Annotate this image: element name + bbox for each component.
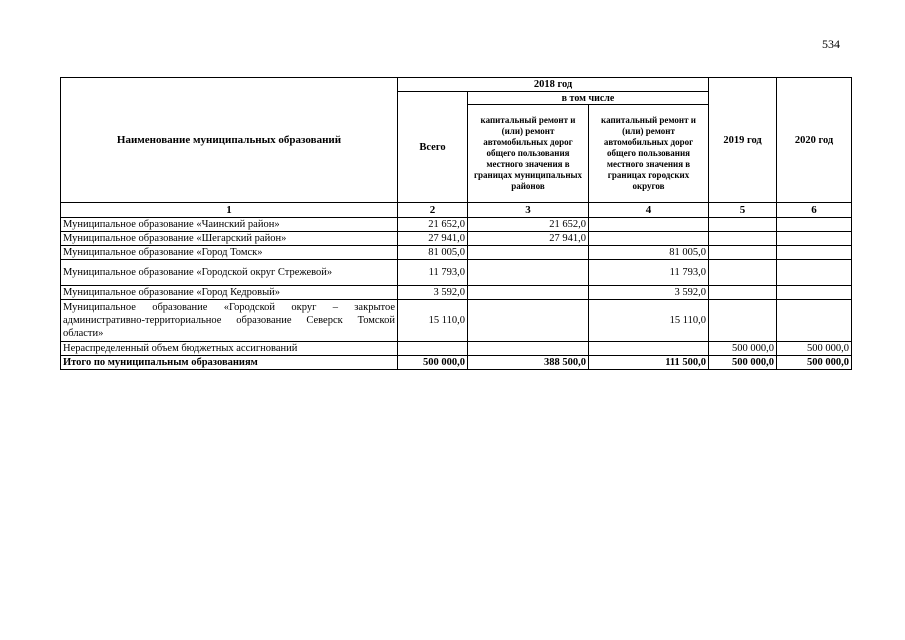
row-name: Муниципальное образование «Город Томск» [61, 246, 398, 260]
row-col5 [709, 218, 777, 232]
row-col4 [589, 218, 709, 232]
row-name: Муниципальное образование «Городской округ Стрежевой» [61, 260, 398, 286]
row-name: Нераспределенный объем бюджетных ассигнований [61, 342, 398, 356]
column-number: 5 [709, 203, 777, 218]
table-row [61, 342, 852, 356]
row-total: 81 005,0 [398, 246, 468, 260]
row-col3: 21 652,0 [468, 218, 589, 232]
row-col5 [709, 232, 777, 246]
table-total-row [61, 356, 852, 370]
total-name: Итого по муниципальным образованиям [61, 356, 398, 370]
row-total: 3 592,0 [398, 286, 468, 300]
table-row [61, 246, 852, 260]
row-col3 [468, 260, 589, 286]
row-col3 [468, 300, 589, 342]
total-col4: 111 500,0 [589, 356, 709, 370]
header-total: Всего [398, 92, 468, 203]
total-col5: 500 000,0 [709, 356, 777, 370]
row-col5 [709, 300, 777, 342]
row-col6: 500 000,0 [777, 342, 852, 356]
row-col4 [589, 342, 709, 356]
total-total: 500 000,0 [398, 356, 468, 370]
column-number: 4 [589, 203, 709, 218]
row-col6 [777, 218, 852, 232]
table-row [61, 286, 852, 300]
header-municipal-districts: капитальный ремонт и (или) ремонт автомобильных дорог общего пользования местного значения в границах муниципальных районов [468, 105, 589, 203]
table-row [61, 232, 852, 246]
row-col6 [777, 246, 852, 260]
table-row [61, 300, 852, 342]
row-name: Муниципальное образование «Городской округ – закрытое административно-территориальное образование Северск Томской области» [61, 300, 398, 342]
header-year-2019: 2019 год [709, 78, 777, 203]
row-col3: 27 941,0 [468, 232, 589, 246]
header-including: в том числе [468, 92, 709, 105]
header-year-2020: 2020 год [777, 78, 852, 203]
column-number: 3 [468, 203, 589, 218]
row-name: Муниципальное образование «Шегарский район» [61, 232, 398, 246]
page-number: 534 [822, 37, 840, 51]
municipal-funding-table [60, 77, 852, 370]
row-col5 [709, 246, 777, 260]
column-number: 1 [61, 203, 398, 218]
row-name: Муниципальное образование «Чаинский район» [61, 218, 398, 232]
row-col6 [777, 232, 852, 246]
row-col3 [468, 342, 589, 356]
row-total: 21 652,0 [398, 218, 468, 232]
row-col6 [777, 300, 852, 342]
row-col5 [709, 286, 777, 300]
header-year-2018: 2018 год [398, 78, 709, 92]
row-col4: 3 592,0 [589, 286, 709, 300]
row-col6 [777, 286, 852, 300]
row-total: 11 793,0 [398, 260, 468, 286]
row-col3 [468, 246, 589, 260]
column-number: 2 [398, 203, 468, 218]
row-col5: 500 000,0 [709, 342, 777, 356]
total-col6: 500 000,0 [777, 356, 852, 370]
row-total: 27 941,0 [398, 232, 468, 246]
table-row [61, 218, 852, 232]
row-col4 [589, 232, 709, 246]
header-city-districts: капитальный ремонт и (или) ремонт автомобильных дорог общего пользования местного значения в границах городских округов [589, 105, 709, 203]
row-total: 15 110,0 [398, 300, 468, 342]
row-col4: 15 110,0 [589, 300, 709, 342]
table-row [61, 260, 852, 286]
row-col4: 81 005,0 [589, 246, 709, 260]
row-col4: 11 793,0 [589, 260, 709, 286]
header-name: Наименование муниципальных образований [61, 78, 398, 203]
total-col3: 388 500,0 [468, 356, 589, 370]
row-col5 [709, 260, 777, 286]
row-col3 [468, 286, 589, 300]
row-total [398, 342, 468, 356]
row-name: Муниципальное образование «Город Кедровый» [61, 286, 398, 300]
row-col6 [777, 260, 852, 286]
column-number: 6 [777, 203, 852, 218]
